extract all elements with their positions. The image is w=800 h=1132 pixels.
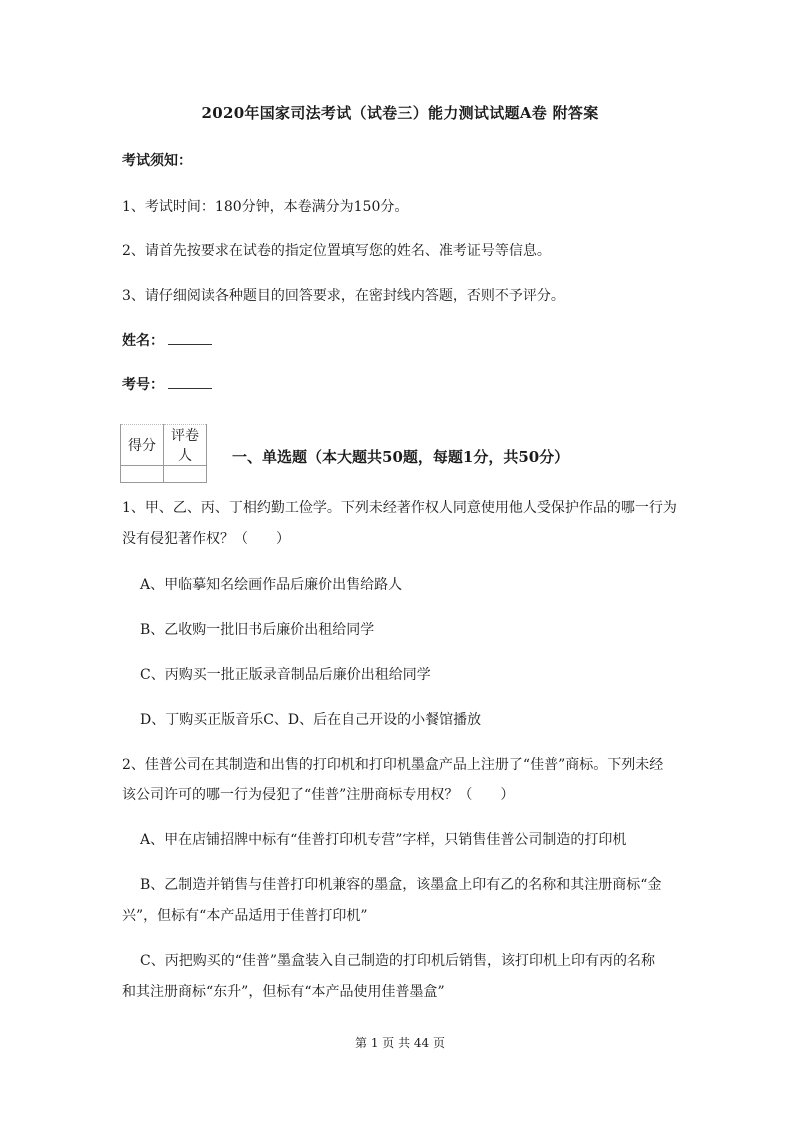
- option-1d: D、丁购买正版音乐C、D、后在自己开设的小餐馆播放: [140, 712, 482, 728]
- id-label: 考号：: [122, 377, 164, 393]
- option-2c-cont: 和其注册商标“东升”，但标有“本产品使用佳普墨盒”: [122, 984, 445, 1000]
- notice-item: 1、考试时间：180分钟，本卷满分为150分。: [122, 199, 409, 215]
- option-1c: C、丙购买一批正版录音制品后廉价出租给同学: [140, 667, 431, 683]
- option-2a: A、甲在店铺招牌中标有“佳普打印机专营”字样，只销售佳普公司制造的打印机: [140, 832, 627, 848]
- score-header: 得分: [121, 425, 164, 466]
- option-2b-cont: 兴”，但标有“本产品适用于佳普打印机”: [122, 908, 368, 924]
- question-2-text-cont: 该公司许可的哪一行为侵犯了“佳普”注册商标专用权？（ ）: [122, 787, 515, 803]
- name-blank[interactable]: [168, 332, 212, 345]
- notice-item: 3、请仔细阅读各种题目的回答要求，在密封线内答题，否则不予评分。: [122, 288, 565, 304]
- option-1b: B、乙收购一批旧书后廉价出租给同学: [140, 622, 375, 638]
- score-cell: [121, 466, 164, 483]
- score-table: [120, 424, 207, 483]
- name-label: 姓名：: [122, 333, 164, 349]
- name-field: [122, 330, 212, 350]
- section-heading: 一、单选题（本大题共50题，每题1分，共50分）: [232, 448, 570, 466]
- id-blank[interactable]: [168, 376, 212, 389]
- page-title: 2020年国家司法考试（试卷三）能力测试试题A卷 附答案: [201, 104, 599, 122]
- option-1a: A、甲临摹知名绘画作品后廉价出售给路人: [140, 577, 403, 593]
- notice-heading: 考试须知：: [122, 153, 192, 169]
- notice-item: 2、请首先按要求在试卷的指定位置填写您的姓名、准考证号等信息。: [122, 243, 551, 259]
- option-2c: C、丙把购买的“佳普”墨盒装入自己制造的打印机后销售，该打印机上印有丙的名称: [140, 953, 656, 969]
- question-2-text: 2、佳普公司在其制造和出售的打印机和打印机墨盒产品上注册了“佳普”商标。下列未经: [122, 757, 664, 773]
- grader-cell: [164, 466, 207, 483]
- page-footer: 第 1 页 共 44 页: [355, 1036, 445, 1050]
- option-2b: B、乙制造并销售与佳普打印机兼容的墨盒，该墨盒上印有乙的名称和其注册商标“金: [140, 877, 662, 893]
- id-field: [122, 374, 212, 394]
- question-1-text-cont: 没有侵犯著作权？（ ）: [122, 531, 290, 547]
- grader-header: 评卷人: [164, 425, 207, 466]
- question-1-text: 1、甲、乙、丙、丁相约勤工俭学。下列未经著作权人同意使用他人受保护作品的哪一行为: [122, 500, 677, 516]
